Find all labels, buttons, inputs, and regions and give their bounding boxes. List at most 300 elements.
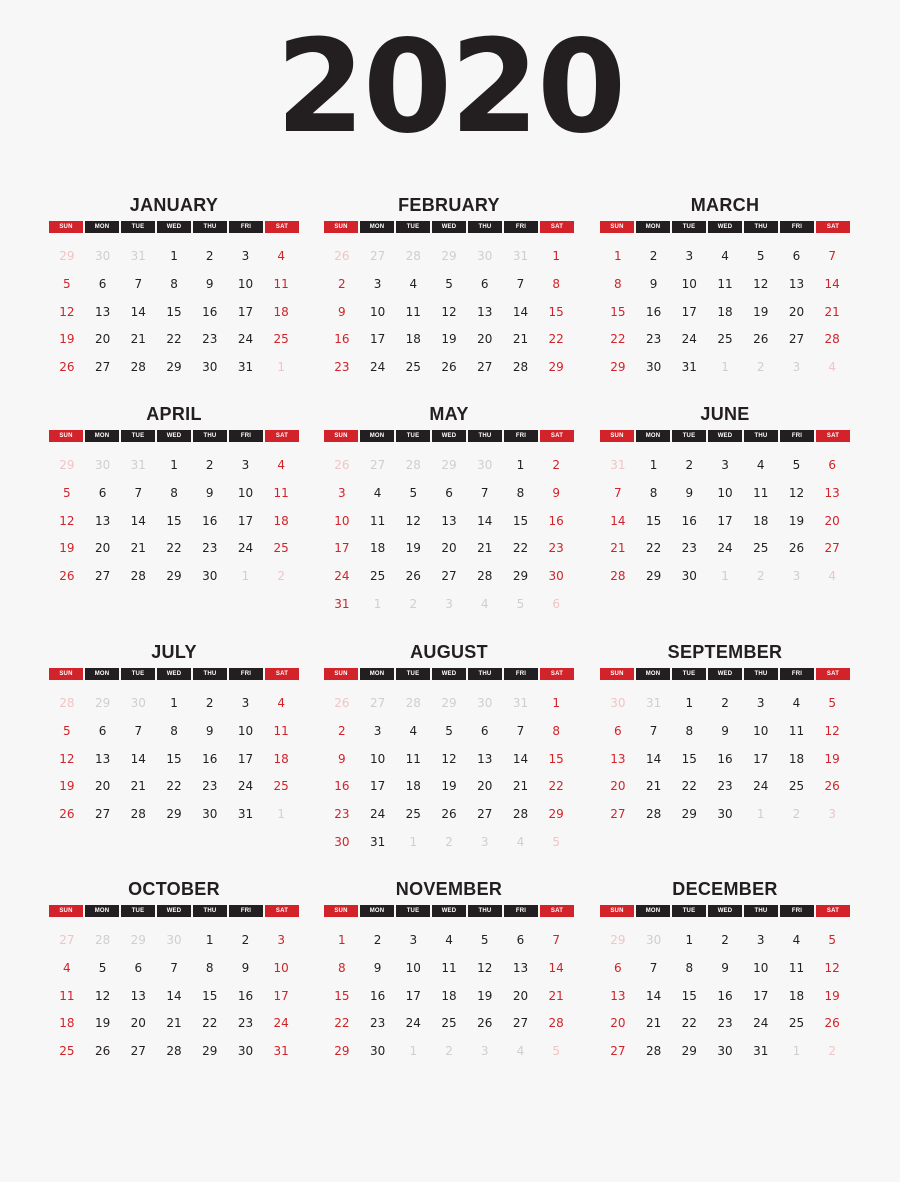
day-cell: 26 [824,779,840,794]
day-cell: 28 [610,569,626,584]
day-cell: 8 [170,276,178,291]
day-cell: 6 [614,723,622,738]
day-cell: 5 [480,933,489,947]
day-cell-outside: 30 [477,458,493,472]
day-cell: 1 [170,249,178,263]
day-cell: 22 [610,332,626,347]
weekday-wed: WED [157,668,191,680]
day-cell: 2 [241,933,250,947]
day-cell: 9 [721,723,729,738]
weekday-fri: FRI [229,668,263,680]
weekday-sat: SAT [540,221,574,233]
day-cell-outside: 29 [441,696,457,710]
week-row [49,690,299,718]
day-cell: 7 [552,933,560,947]
day-cell: 17 [753,988,769,1003]
day-cell: 8 [170,485,178,500]
day-cell: 24 [681,332,697,347]
day-cell: 16 [681,513,697,528]
week-row [49,983,299,1011]
weekday-tue: TUE [121,430,155,442]
day-cell: 14 [548,960,564,975]
day-cell: 19 [441,779,457,794]
day-cell: 15 [548,304,564,319]
day-cell: 12 [824,960,840,975]
day-cell: 21 [645,1016,662,1031]
day-cell-outside: 3 [792,569,801,584]
day-cell: 5 [63,485,71,500]
weekday-thu: THU [468,905,502,917]
day-cell: 19 [824,988,840,1003]
day-cell: 27 [130,1044,146,1059]
day-cell: 29 [166,569,182,584]
week-row [600,1010,850,1038]
week-row [324,535,574,563]
day-cell: 9 [205,276,214,291]
day-cell: 22 [681,779,697,794]
weekday-sun: SUN [324,905,358,917]
day-cell: 1 [170,696,178,710]
day-cell: 12 [441,304,457,319]
weekday-tue: TUE [121,905,155,917]
day-cell: 27 [94,807,111,822]
day-cell: 15 [166,751,182,766]
week-row [600,1038,850,1066]
day-cell: 2 [205,458,214,472]
day-cell-outside: 31 [512,696,529,710]
day-cell: 14 [130,513,146,528]
day-cell: 18 [405,779,421,794]
day-cell: 5 [409,485,418,500]
day-cell: 26 [753,332,769,347]
day-cell: 15 [681,751,697,766]
day-cell: 4 [63,960,71,975]
day-cell: 11 [273,276,289,291]
month-may [324,403,574,619]
week-row [324,690,574,718]
weekday-wed: WED [708,221,742,233]
week-row [324,718,574,746]
day-cell: 7 [828,249,836,263]
month-september [600,641,850,829]
week-row [600,452,850,480]
day-cell-outside: 27 [369,249,386,263]
day-cell: 3 [241,458,250,472]
day-cell-outside: 31 [512,249,529,263]
day-cell: 18 [788,988,805,1003]
week-row [49,773,299,801]
day-cell: 27 [441,569,457,584]
day-cell: 3 [685,249,694,263]
weekday-sat: SAT [265,430,299,442]
day-cell: 1 [649,458,658,472]
day-cell: 24 [369,360,386,375]
weekday-tue: TUE [396,668,430,680]
day-cell: 24 [753,1016,769,1031]
weekday-thu: THU [468,668,502,680]
day-cell: 25 [273,779,289,794]
day-cell: 24 [405,1016,421,1031]
day-cell: 9 [241,960,250,975]
day-cell: 18 [753,513,769,528]
month-name: SEPTEMBER [667,642,783,662]
day-cell: 27 [788,332,805,347]
day-cell: 27 [94,360,111,375]
day-cell: 12 [441,751,457,766]
week-row [324,508,574,536]
day-cell: 11 [369,513,386,528]
day-cell: 25 [273,332,289,347]
day-cell: 8 [685,960,694,975]
day-cell: 17 [753,751,769,766]
day-cell: 20 [512,988,529,1003]
day-cell: 24 [237,779,254,794]
week-row [49,563,299,591]
weekday-thu: THU [193,221,227,233]
day-cell: 13 [788,276,805,291]
week-row [324,480,574,508]
day-cell: 24 [369,807,386,822]
day-cell: 24 [237,332,254,347]
day-cell-outside: 3 [480,1044,489,1059]
day-cell: 4 [445,933,453,947]
weekday-header [49,221,299,233]
weekday-fri: FRI [504,430,538,442]
month-name: DECEMBER [672,879,778,899]
weekday-sun: SUN [49,905,83,917]
day-cell: 31 [681,360,697,375]
day-cell: 18 [273,751,289,766]
weekday-wed: WED [708,668,742,680]
day-cell: 28 [512,360,529,375]
day-cell: 15 [334,988,350,1003]
weekday-wed: WED [432,430,466,442]
day-cell: 26 [441,807,457,822]
weekday-mon: MON [636,668,670,680]
day-cell: 17 [237,513,254,528]
week-row [324,1010,574,1038]
day-cell: 27 [610,1044,626,1059]
week-row [600,746,850,774]
day-cell: 30 [202,569,218,584]
weekday-header [324,905,574,917]
day-cell: 31 [237,807,254,822]
month-august [324,641,574,857]
day-cell: 30 [202,360,218,375]
day-cell: 28 [130,569,146,584]
day-cell: 2 [649,249,658,263]
day-cell: 29 [681,1044,697,1059]
day-cell-outside: 29 [610,933,626,947]
weekday-fri: FRI [780,668,814,680]
day-cell: 2 [338,276,346,291]
day-cell: 23 [202,541,218,556]
day-cell: 6 [614,960,622,975]
weekday-thu: THU [744,221,778,233]
month-name: NOVEMBER [395,879,503,899]
week-row [49,508,299,536]
weekday-tue: TUE [672,668,706,680]
day-cell: 22 [681,1016,697,1031]
month-name: MARCH [690,195,760,215]
day-cell: 1 [338,933,346,947]
day-cell: 25 [273,541,289,556]
day-cell: 16 [202,513,218,528]
day-cell-outside: 31 [610,458,626,472]
day-cell: 21 [824,304,840,319]
day-cell: 13 [94,513,111,528]
day-cell: 12 [477,960,493,975]
day-cell: 10 [334,513,350,528]
day-cell-outside: 26 [334,249,350,263]
day-cell-outside: 1 [241,569,250,584]
day-cell: 26 [59,360,75,375]
day-cell: 10 [717,485,733,500]
month-january [49,194,299,382]
week-row [600,801,850,829]
day-cell: 30 [681,569,697,584]
day-cell: 22 [548,332,564,347]
day-cell: 8 [170,723,178,738]
day-cell: 6 [828,458,836,472]
week-row [324,354,574,382]
day-cell: 30 [202,807,218,822]
day-cell: 29 [166,360,182,375]
day-cell-outside: 2 [828,1044,836,1059]
month-july [49,641,299,829]
weekday-header [600,221,850,233]
day-cell: 3 [373,276,382,291]
day-cell-outside: 1 [721,360,729,375]
day-cell: 20 [130,1016,146,1031]
weekday-sun: SUN [324,430,358,442]
week-row [600,508,850,536]
day-cell: 12 [405,513,421,528]
week-row [324,773,574,801]
day-cell: 4 [277,249,285,263]
day-cell: 12 [59,751,75,766]
day-cell: 7 [134,723,143,738]
day-cell: 14 [130,751,146,766]
week-row [324,299,574,327]
day-cell: 15 [202,988,218,1003]
day-cell-outside: 26 [334,458,350,472]
day-cell: 19 [59,779,75,794]
week-row [49,927,299,955]
weekday-header [49,905,299,917]
day-cell: 18 [717,304,733,319]
day-cell: 14 [645,988,662,1003]
day-cell: 14 [130,304,146,319]
day-cell: 9 [685,485,694,500]
day-cell: 30 [717,1044,733,1059]
day-cell: 21 [548,988,564,1003]
day-cell: 20 [610,779,626,794]
week-row [324,563,574,591]
day-cell: 19 [59,541,75,556]
weekday-fri: FRI [229,430,263,442]
weekday-mon: MON [636,430,670,442]
day-cell: 23 [717,779,733,794]
day-cell: 1 [205,933,214,947]
day-cell: 7 [134,276,143,291]
day-cell: 21 [166,1016,182,1031]
day-cell: 9 [649,276,658,291]
weekday-sat: SAT [816,905,850,917]
day-cell: 11 [405,751,421,766]
day-cell: 2 [373,933,382,947]
day-cell: 12 [94,988,111,1003]
day-cell: 13 [94,304,111,319]
day-cell: 28 [130,807,146,822]
day-cell: 23 [237,1016,254,1031]
day-cell: 16 [548,513,564,528]
day-cell: 23 [645,332,662,347]
day-cell-outside: 2 [409,596,418,611]
day-cell: 27 [512,1016,529,1031]
day-cell: 10 [405,960,421,975]
day-cell: 17 [237,751,254,766]
day-cell: 6 [792,249,801,263]
month-name: OCTOBER [128,879,220,899]
day-cell-outside: 28 [405,249,421,263]
day-cell: 30 [369,1044,386,1059]
day-cell: 18 [788,751,805,766]
weekday-thu: THU [744,430,778,442]
day-cell: 28 [645,807,662,822]
day-cell: 5 [828,933,836,947]
day-cell: 5 [828,696,836,710]
day-cell: 27 [94,569,111,584]
month-december [600,878,850,1066]
day-cell: 23 [681,541,697,556]
day-cell-outside: 1 [792,1044,801,1059]
week-row [324,746,574,774]
day-cell-outside: 26 [334,696,350,710]
day-cell: 21 [645,779,662,794]
day-cell: 8 [205,960,214,975]
day-cell: 18 [273,513,289,528]
day-cell: 1 [614,249,622,263]
weekday-sat: SAT [265,905,299,917]
day-cell: 23 [334,807,350,822]
day-cell: 10 [369,751,386,766]
day-cell: 21 [610,541,626,556]
day-cell: 16 [202,304,218,319]
day-cell: 16 [334,332,350,347]
day-cell: 14 [166,988,182,1003]
day-cell: 4 [373,485,382,500]
day-cell: 5 [63,276,71,291]
day-cell: 14 [824,276,840,291]
day-cell: 1 [552,696,560,710]
day-cell: 30 [237,1044,254,1059]
day-cell: 17 [369,332,386,347]
day-cell-outside: 30 [610,696,626,710]
day-cell: 7 [614,485,622,500]
week-row [324,1038,574,1066]
day-cell-outside: 2 [756,569,765,584]
day-cell: 12 [788,485,805,500]
weekday-header [324,430,574,442]
day-cell: 20 [610,1016,626,1031]
day-cell: 25 [369,569,386,584]
day-cell: 28 [166,1044,182,1059]
day-cell: 20 [788,304,805,319]
day-cell-outside: 29 [59,249,75,263]
day-cell: 22 [645,541,662,556]
day-cell-outside: 28 [94,933,111,947]
day-cell: 4 [277,696,285,710]
day-cell-outside: 2 [277,569,285,584]
day-cell: 22 [166,779,182,794]
weekday-header [49,668,299,680]
day-cell: 16 [237,988,254,1003]
day-cell: 14 [610,513,626,528]
day-cell: 15 [166,513,182,528]
day-cell-outside: 30 [477,249,493,263]
day-cell: 13 [610,751,626,766]
day-cell: 8 [516,485,525,500]
day-cell: 5 [756,249,765,263]
day-cell: 4 [721,249,729,263]
day-cell: 31 [334,596,350,611]
day-cell: 29 [645,569,662,584]
weekday-sat: SAT [540,668,574,680]
day-cell: 21 [512,332,529,347]
day-cell: 25 [441,1016,457,1031]
day-cell: 7 [134,485,143,500]
weekday-wed: WED [157,221,191,233]
day-cell: 5 [445,723,453,738]
day-cell-outside: 6 [552,596,560,611]
weekday-tue: TUE [396,905,430,917]
day-cell: 11 [753,485,769,500]
week-row [600,927,850,955]
weekday-sat: SAT [265,668,299,680]
day-cell: 6 [480,723,489,738]
day-cell: 25 [405,807,421,822]
day-cell-outside: 28 [59,696,75,710]
day-cell: 9 [552,485,560,500]
weekday-fri: FRI [780,430,814,442]
day-cell: 26 [824,1016,840,1031]
day-cell: 15 [548,751,564,766]
day-cell: 10 [237,276,254,291]
day-cell: 20 [94,779,111,794]
day-cell: 3 [277,933,285,947]
day-cell: 27 [824,541,840,556]
day-cell: 20 [94,332,111,347]
day-cell: 18 [273,304,289,319]
day-cell: 4 [409,723,418,738]
day-cell: 30 [717,807,733,822]
weekday-sat: SAT [816,430,850,442]
day-cell: 6 [480,276,489,291]
day-cell: 19 [405,541,421,556]
weekday-header [600,668,850,680]
week-row [49,535,299,563]
day-cell: 15 [166,304,182,319]
day-cell-outside: 29 [59,458,75,472]
weekday-fri: FRI [504,668,538,680]
weekday-mon: MON [360,905,394,917]
week-row [600,773,850,801]
day-cell: 14 [512,751,529,766]
day-cell: 17 [681,304,697,319]
day-cell: 25 [788,1016,805,1031]
weekday-thu: THU [193,430,227,442]
